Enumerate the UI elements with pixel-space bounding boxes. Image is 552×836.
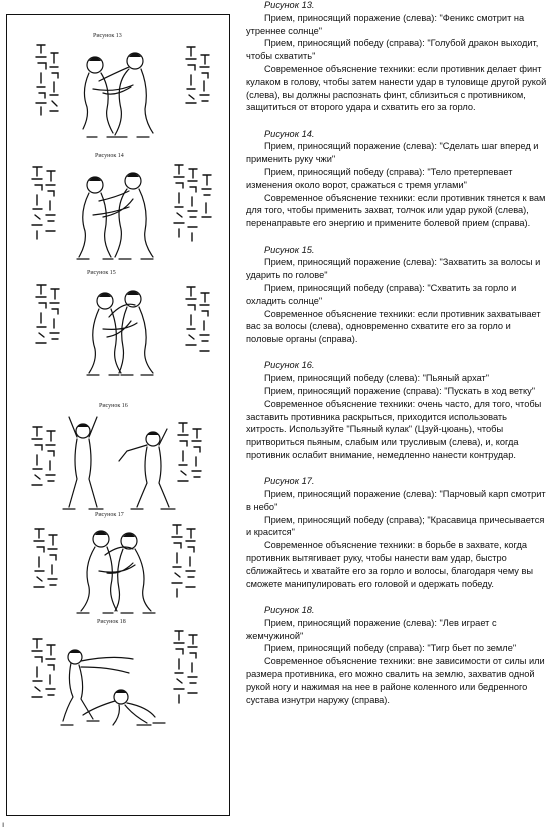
- figure-15-illustration: [29, 279, 219, 385]
- section-title: Рисунок 14.: [264, 128, 315, 139]
- section-title: Рисунок 15.: [264, 244, 315, 255]
- fighters-14: [77, 173, 153, 259]
- modern-explanation: Современное объяснение техники: если противник захватывает вас за волосы (слева), одновременно схватите его за горло и половые органы (справа).: [246, 308, 541, 345]
- section-title: Рисунок 13.: [264, 0, 315, 10]
- calligraphy-right-13: [186, 47, 209, 103]
- victory-technique: Прием, приносящий победу (справа): "Схватить за горло и охладить солнце": [246, 282, 517, 306]
- calligraphy-left-15: [36, 285, 59, 343]
- figure-caption-14: Рисунок 14: [95, 153, 124, 159]
- illustration-plate: [6, 14, 230, 816]
- figure-caption-18: Рисунок 18: [97, 619, 126, 625]
- victory-technique: Прием, приносящий победу (справа): "Тело претерпевает изменения около ворот, сражаться с тремя углами": [246, 167, 513, 190]
- section-figure-18: [246, 604, 548, 706]
- section-title: Рисунок 18.: [264, 604, 315, 615]
- defeat-technique: Прием, приносящий поражение (слева): "Сделать шаг вперед и применить руку чжи": [246, 141, 539, 165]
- fighters-15: [87, 291, 153, 375]
- calligraphy-left-18: [32, 639, 55, 697]
- figure-14-illustration: [25, 159, 217, 269]
- calligraphy-right-15: [186, 287, 209, 351]
- section-title: Рисунок 17.: [264, 476, 315, 487]
- modern-explanation: Современное объяснение техники: в борьбе в захвате, когда противник вытягивает руку, чтобы нанести вам удар, быстро сближайтесь и хватайте его за горло и волосы, благодаря чему вы сможете манипулировать его головой и одержать победу.: [246, 540, 534, 589]
- fighters-18: [61, 650, 165, 725]
- calligraphy-right-17: [172, 525, 195, 597]
- victory-technique: Прием, приносящий поражение (справа): "Пускать в ход ветку": [264, 386, 536, 397]
- figure-caption-17: Рисунок 17: [95, 512, 124, 518]
- figure-caption-13: Рисунок 13: [93, 33, 122, 39]
- fighters-16: [63, 417, 175, 509]
- fighters-13: [83, 53, 153, 137]
- calligraphy-right-16: [178, 423, 201, 481]
- text-column: [246, 0, 548, 720]
- modern-explanation: Современное объяснение техники: вне зависимости от силы или размера противника, его можно свалить на землю, захватив одной рукой ногу и нажимая на нее в районе коленного или бедренного сустава изнутри наружу (справа).: [246, 656, 545, 705]
- defeat-technique: Прием, приносящий поражение (слева): "Захватить за волосы и ударить по голове": [246, 257, 541, 281]
- calligraphy-right-14: [174, 165, 211, 241]
- section-figure-17: [246, 475, 548, 590]
- calligraphy-left-14: [32, 167, 55, 239]
- section-figure-15: [246, 244, 548, 346]
- victory-technique: Прием, приносящий победу (справа); "Красавица причесывается и красится": [246, 514, 545, 538]
- figure-caption-15: Рисунок 15: [87, 270, 116, 276]
- section-figure-16: [246, 359, 548, 461]
- margin-mark: ı: [2, 820, 5, 829]
- figure-16-illustration: [25, 409, 219, 519]
- modern-explanation: Современное объяснение техники: если противник тянется к вам для того, чтобы применить захват, толчок или удар рукой (слева), перенаправьте его энергию и примените болевой прием (справа).: [246, 192, 546, 229]
- section-figure-14: [246, 128, 548, 230]
- victory-technique: Прием, приносящий победу (справа): "Голубой дракон выходит, чтобы схватить": [246, 38, 539, 62]
- defeat-technique: Прием, приносящий поражение (слева): "Парчовый карп смотрит в небо": [246, 489, 546, 512]
- section-title: Рисунок 16.: [264, 360, 315, 371]
- fighters-17: [77, 531, 155, 613]
- defeat-technique: Прием, приносящий победу (слева): "Пьяный архат": [264, 373, 490, 384]
- defeat-technique: Прием, приносящий поражение (слева): "Лев играет с жемчужиной": [246, 617, 497, 641]
- figure-13-illustration: [27, 37, 217, 147]
- modern-explanation: Современное объяснение техники: очень часто, для того, чтобы заставить противника раскрыться, приходится использовать хитрость. Используйте "Пьяный кулак" (Цзуй-цюань), чтобы притвориться пьяным, слабым или трусливым (слева), и, когда противник ослабит внимание, немедленно нанести контрудар.: [246, 398, 542, 460]
- calligraphy-left-17: [34, 529, 57, 587]
- section-figure-13: [246, 0, 548, 114]
- defeat-technique: Прием, приносящий поражение (слева): "Феникс смотрит на утреннее солнце": [246, 12, 525, 36]
- figure-17-illustration: [27, 519, 219, 623]
- calligraphy-left-16: [32, 427, 55, 485]
- calligraphy-right-18: [174, 631, 197, 703]
- victory-technique: Прием, приносящий победу (справа): "Тигр бьет по земле": [264, 643, 517, 654]
- calligraphy-left-13: [36, 45, 58, 115]
- figure-caption-16: Рисунок 16: [99, 403, 128, 409]
- figure-18-illustration: [25, 627, 219, 733]
- modern-explanation: Современное объяснение техники: если противник делает финт кулаком в голову, чтобы затем нанести удар в туловище другой рукой (слева), вы должны распознать финт, сблизиться с противником, защититься от второго удара и схватить его за горло.: [246, 63, 547, 113]
